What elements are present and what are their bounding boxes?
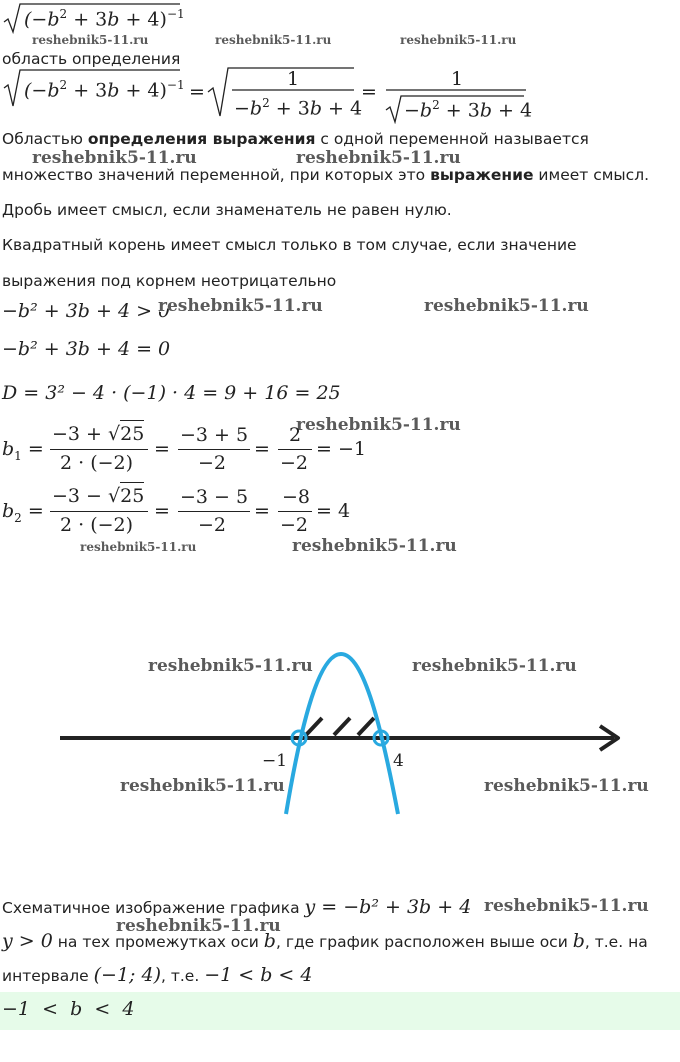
watermark: reshebnik5-11.ru [412, 656, 577, 676]
rule-fraction: Дробь имеет смысл, если знаменатель не равен нулю. [2, 201, 452, 219]
step-root-b1: $b_1$ = −3 + √25 2 · (−2) = −3 + 5 −2 = 2 −2 = −1 [2, 420, 402, 480]
watermark: reshebnik5-11.ru [120, 776, 285, 796]
definition-line-1: Областью определения выражения с одной переменной называется [2, 130, 589, 148]
domain-heading: область определения [2, 50, 181, 68]
root-label-right: 4 [393, 751, 404, 771]
watermark: reshebnik5-11.ru [424, 296, 589, 316]
conclusion-line-2: y > 0 на тех промежутках оси b, где график расположен выше оси b, т.е. на [2, 930, 648, 952]
watermark: reshebnik5-11.ru [148, 656, 313, 676]
watermark: reshebnik5-11.ru [484, 776, 649, 796]
watermark: reshebnik5-11.ru [215, 33, 332, 47]
watermark: reshebnik5-11.ru [80, 540, 197, 554]
watermark: reshebnik5-11.ru [116, 916, 281, 936]
hatch-marks [306, 718, 374, 735]
watermark: reshebnik5-11.ru [296, 148, 461, 168]
watermark: reshebnik5-11.ru [484, 896, 649, 916]
step-inequality: −b² + 3b + 4 > 0 [2, 300, 171, 322]
watermark: reshebnik5-11.ru [400, 33, 517, 47]
root-label-left: −1 [262, 751, 288, 771]
watermark: reshebnik5-11.ru [32, 33, 149, 47]
step-discriminant: D = 3² − 4 · (−1) · 4 = 9 + 16 = 25 [2, 382, 341, 404]
step-equation: −b² + 3b + 4 = 0 [2, 338, 171, 360]
rule-root-line-2: выражения под корнем неотрицательно [2, 272, 337, 290]
conclusion-line-3: интервале (−1; 4), т.е. −1 < b < 4 [2, 964, 313, 986]
conclusion-line-1: Схематичное изображение графика y = −b² + 3b + 4 [2, 896, 472, 918]
watermark: reshebnik5-11.ru [158, 296, 323, 316]
answer: −1 < b < 4 [2, 998, 135, 1020]
watermark: reshebnik5-11.ru [32, 148, 197, 168]
rewrite-expression: $(-b^2 + 3b + 4)^{-1}$ = 1 $-b^2 + 3b + 4$ = 1 $-b^2 + 3b + 4$ [2, 66, 542, 124]
parabola-graph [0, 640, 680, 830]
definition-line-2: множество значений переменной, при которых это выражение имеет смысл. [2, 166, 650, 184]
rule-root-line-1: Квадратный корень имеет смысл только в том случае, если значение [2, 236, 577, 254]
watermark: reshebnik5-11.ru [292, 536, 457, 556]
watermark: reshebnik5-11.ru [296, 415, 461, 435]
step-root-b2: $b_2$ = −3 − √25 2 · (−2) = −3 − 5 −2 = −8 −2 = 4 [2, 482, 402, 542]
